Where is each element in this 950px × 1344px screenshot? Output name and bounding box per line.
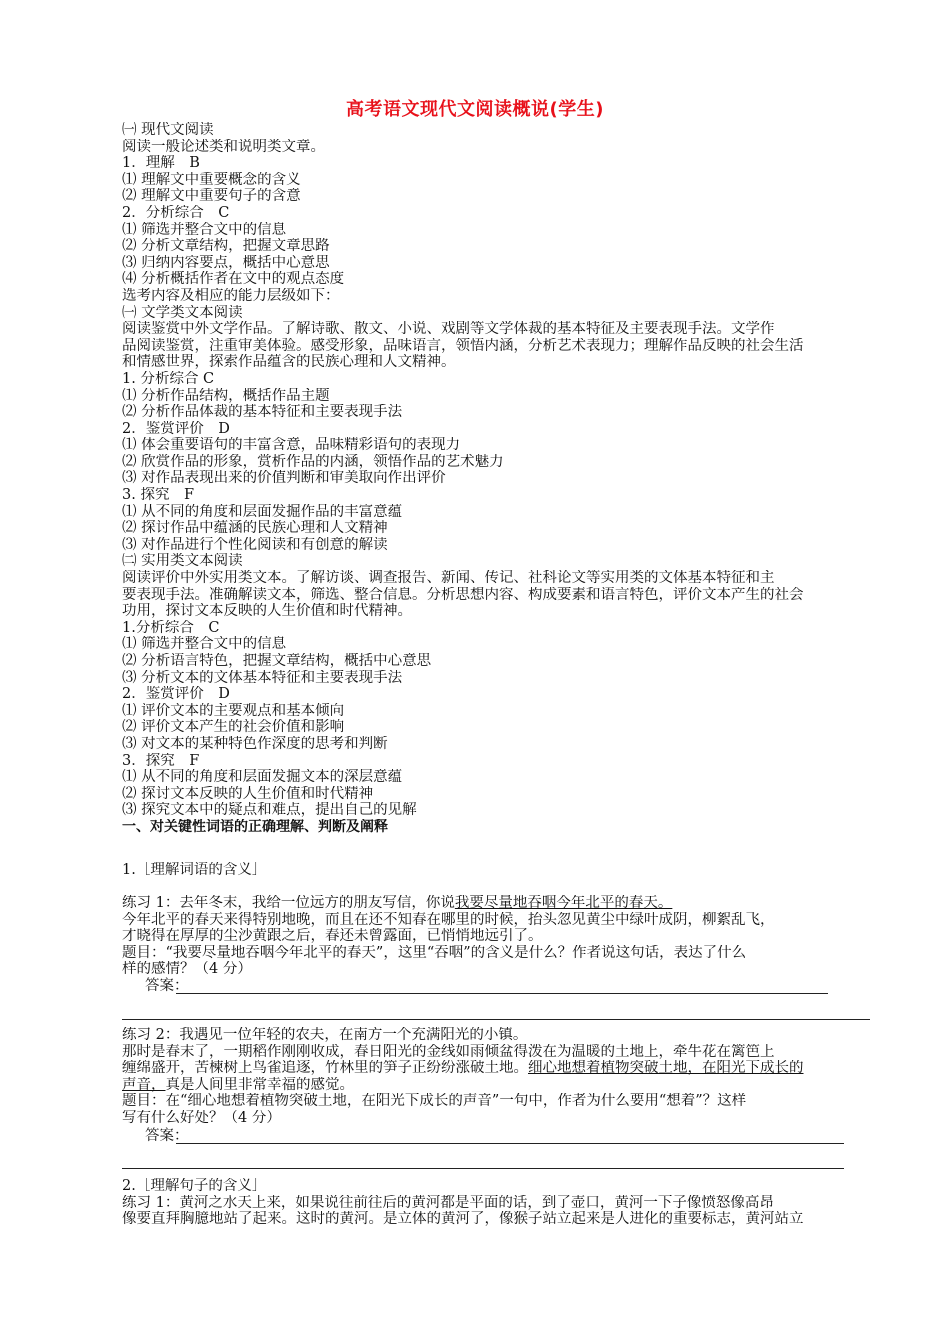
text-line: [122, 1077, 884, 1094]
text-line: 题目：“我要尽量地吞咽今年北平的春天”，这里“吞咽”的含义是什么？作者说这句话，表达了什么: [122, 944, 747, 961]
sub-heading-text: 1.［理解词语的含义］: [122, 862, 267, 878]
text-line: ⑴ 筛选并整合文中的信息: [122, 221, 287, 238]
text-line: 1. 分析综合 C: [122, 370, 215, 387]
text-line: ⑶ 对文本的某种特色作深度的思考和判断: [122, 735, 388, 752]
text-line: ⑶ 对作品表现出来的价值判断和审美取向作出评价: [122, 470, 446, 487]
text-line: ㈡ 实用类文本阅读: [122, 553, 243, 570]
text-line: ⑵ 理解文中重要句子的含意: [122, 188, 301, 205]
plain-text: 缠绵盛开，苦楝树上鸟雀追逐，竹林里的笋子正纷纷涨破土地。: [122, 1060, 528, 1077]
text-line: ⑵ 欣赏作品的形象，赏析作品的内涵，领悟作品的艺术魅力: [122, 453, 504, 470]
text-line: ⑴ 理解文中重要概念的含义: [122, 171, 301, 188]
text-line: ⑵ 探讨文本反映的人生价值和时代精神: [122, 785, 374, 802]
text-line: 阅读鉴赏中外文学作品。了解诗歌、散文、小说、戏剧等文学体裁的基本特征及主要表现手法。文学作: [122, 321, 775, 338]
underlined-text: 声音，: [122, 1076, 166, 1093]
sub-heading: [122, 862, 884, 879]
text-line: 选考内容及相应的能力层级如下：: [122, 287, 340, 304]
text-line: ⑴ 体会重要语句的丰富含意，品味精彩语句的表现力: [122, 437, 461, 454]
text-line: ㈠ 文学类文本阅读: [122, 304, 243, 321]
exercise-2: [122, 1027, 884, 1127]
text-line: ⑴ 分析作品结构，概括作品主题: [122, 387, 330, 404]
text-line: 3．探究 F: [122, 752, 200, 769]
answer-line[interactable]: [176, 1143, 844, 1144]
answer-line[interactable]: [122, 1168, 844, 1169]
text-line: ㈠ 现代文阅读: [122, 122, 214, 138]
text-line: 像要直拜胸臆地站了起来。这时的黄河。是立体的黄河了，像猴子站立起来是人进化的重要标志，黄河站立: [122, 1211, 804, 1228]
text-line: ⑵ 探讨作品中蕴涵的民族心理和人文精神: [122, 520, 388, 537]
text-line: ⑵ 分析语言特色，把握文章结构，概括中心意思: [122, 653, 432, 669]
text-line: 题目：在“细心地想着植物突破土地，在阳光下成长的声音”一句中，作者为什么要用“想着”？这样: [122, 1093, 747, 1110]
text-line: 功用，探讨文本反映的人生价值和时代精神。: [122, 603, 412, 620]
text-line: ⑴ 评价文本的主要观点和基本倾向: [122, 702, 345, 719]
page-title: 高考语文现代文阅读概说(学生): [346, 99, 604, 120]
answer-label: 答案：: [145, 1128, 189, 1144]
text-line: ⑷ 分析概括作者在文中的观点态度: [122, 271, 345, 288]
exercise-1: [122, 895, 884, 978]
modern-reading-section: [122, 122, 884, 836]
exercise-3: [122, 1178, 884, 1228]
text-line: 今年北平的春天来得特别地晚，而且在还不知春在哪里的时候，抬头忽见黄尘中绿叶成阴，柳絮乱飞，: [122, 911, 775, 928]
text-line: 1.分析综合 C: [122, 619, 220, 636]
text-line: 3. 探究 F: [122, 487, 195, 504]
text-line: ⑵ 分析文章结构，把握文章思路: [122, 238, 330, 255]
text-line: 2．分析综合 C: [122, 204, 230, 221]
exercise-lead: 练习 1：去年冬末，我给一位远方的朋友写信，你说: [122, 895, 455, 911]
text-line: 阅读一般论述类和说明类文章。: [122, 138, 325, 155]
text-line: ⑶ 对作品进行个性化阅读和有创意的解读: [122, 536, 388, 553]
answer-line[interactable]: [176, 993, 828, 994]
text-line: 2．鉴赏评价 D: [122, 420, 230, 437]
text-line: [122, 1060, 884, 1077]
text-line: 阅读评价中外实用类文本。了解访谈、调查报告、新闻、传记、社科论文等实用类的文体基本特征和主: [122, 570, 775, 587]
text-line: 写有什么好处？（4 分）: [122, 1109, 281, 1126]
underlined-text: 我要尽量地吞咽今年北平的春天。: [454, 895, 673, 911]
underlined-text: 细心地想着植物突破土地，在阳光下成长的: [528, 1060, 804, 1077]
text-line: 练习 1：黄河之水天上来，如果说往前往后的黄河都是平面的话，到了壶口，黄河一下子像愤怒像高昂: [122, 1194, 774, 1211]
text-line: 2．鉴赏评价 D: [122, 686, 230, 703]
text-line: 1．理解 B: [122, 155, 200, 172]
text-line: ⑶ 分析文本的文体基本特征和主要表现手法: [122, 669, 403, 686]
text-line: 那时是春末了，一期稻作刚刚收成，春日阳光的金线如雨倾盆得泼在为温暖的土地上，牵牛花在篱笆上: [122, 1043, 775, 1060]
plain-text: 真是人间里非常幸福的感觉。: [165, 1076, 354, 1093]
text-line: 品阅读鉴赏，注重审美体验。感受形象，品味语言，领悟内涵，分析艺术表现力；理解作品反映的社会生活: [122, 337, 804, 354]
text-line: ⑶ 探究文本中的疑点和难点，提出自己的见解: [122, 802, 417, 819]
text-line: ⑵ 评价文本产生的社会价值和影响: [122, 719, 345, 736]
section-heading: 一、对关键性词语的正确理解、判断及阐释: [122, 818, 388, 835]
text-line: 要表现手法。准确解读文本，筛选、整合信息。分析思想内容、构成要素和语言特色，评价文本产生的社会: [122, 586, 804, 603]
text-line: [122, 895, 884, 912]
answer-line[interactable]: [122, 1019, 870, 1020]
text-line: 和情感世界，探索作品蕴含的民族心理和人文精神。: [122, 354, 456, 371]
answer-label: 答案：: [145, 978, 189, 994]
text-line: ⑴ 从不同的角度和层面发掘文本的深层意蕴: [122, 769, 403, 786]
text-line: ⑴ 从不同的角度和层面发掘作品的丰富意蕴: [122, 503, 403, 520]
text-line: 练习 2：我遇见一位年轻的农夫，在南方一个充满阳光的小镇。: [122, 1027, 528, 1043]
text-line: ⑶ 归纳内容要点，概括中心意思: [122, 254, 330, 271]
text-line: ⑴ 筛选并整合文中的信息: [122, 636, 287, 653]
text-line: 样的感情？（4 分）: [122, 961, 252, 978]
sub-heading-text: 2.［理解句子的含义］: [122, 1178, 267, 1194]
text-line: 才晓得在厚厚的尘沙黄跟之后，春还未曾露面，已悄悄地远引了。: [122, 928, 543, 945]
text-line: ⑵ 分析作品体裁的基本特征和主要表现手法: [122, 404, 403, 421]
